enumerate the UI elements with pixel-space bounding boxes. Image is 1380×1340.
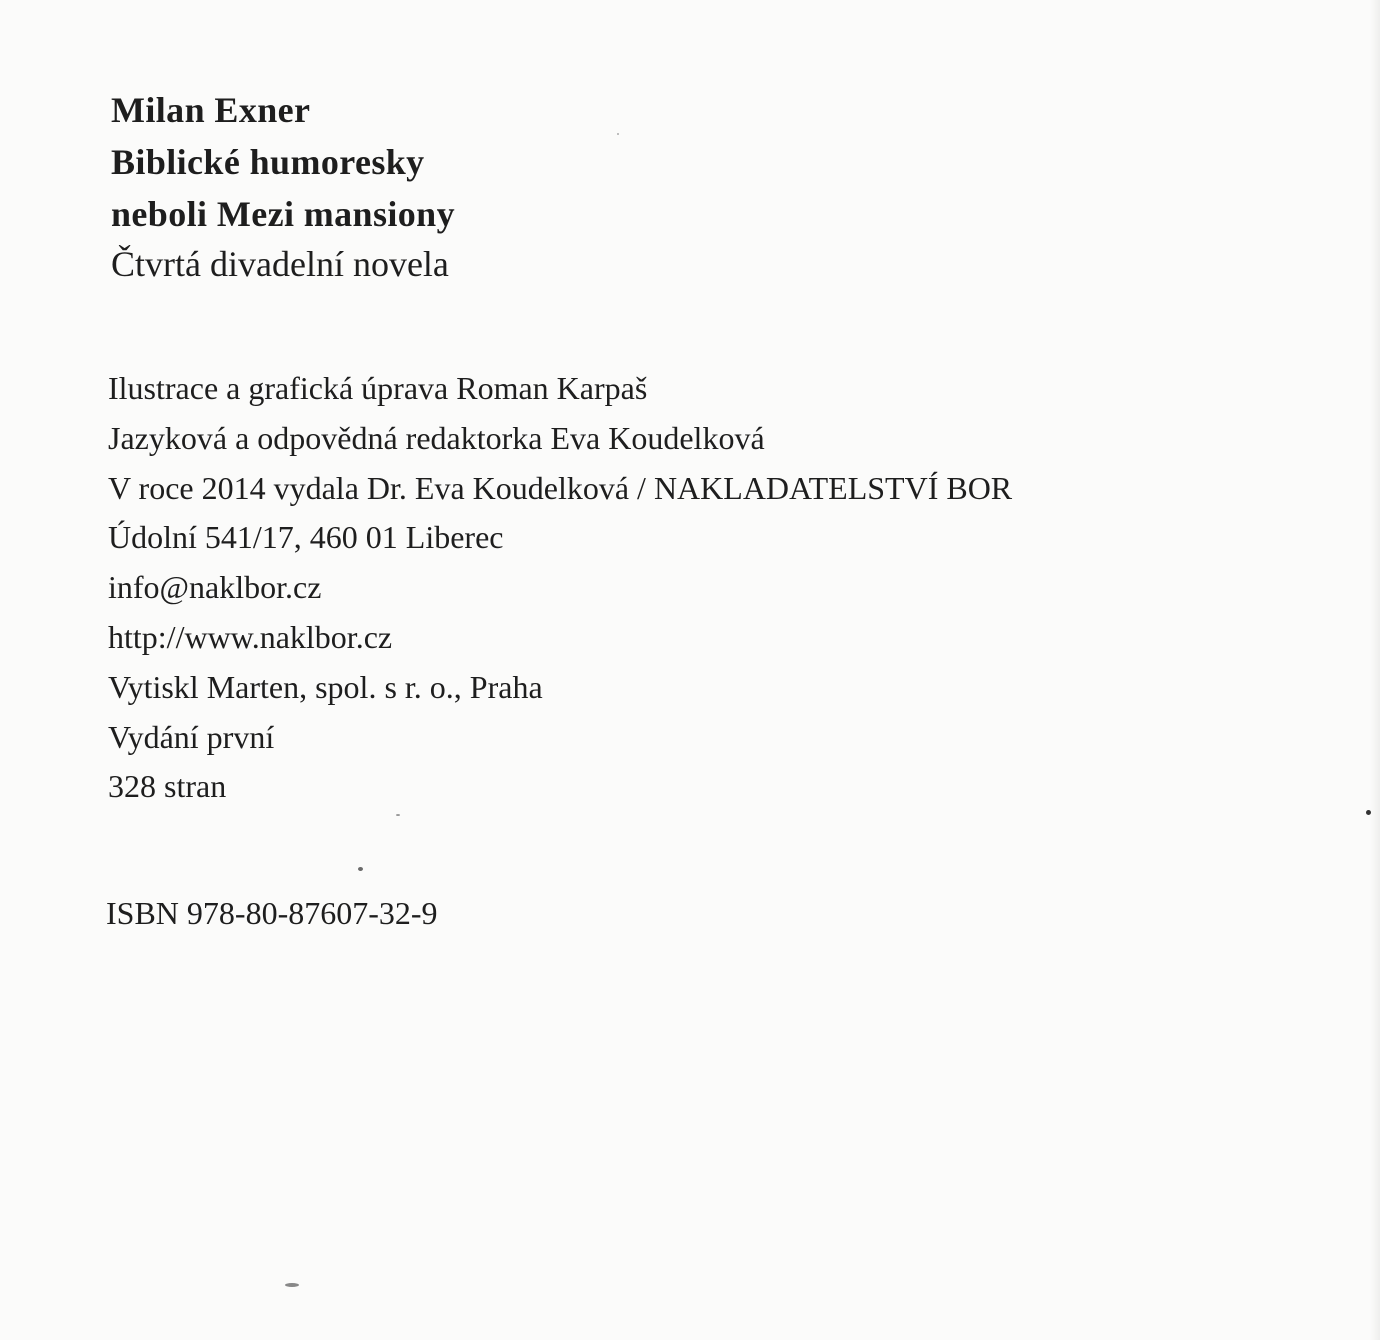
title-block [111, 84, 1011, 290]
scan-speck [396, 814, 400, 816]
book-title-line-2: neboli Mezi mansiony [111, 194, 456, 234]
publisher-line: V roce 2014 vydala Dr. Eva Koudelková / NAKLADATELSTVÍ BOR [108, 469, 1013, 506]
author-name: Milan Exner [111, 90, 311, 130]
scan-speck [285, 1283, 299, 1287]
publisher-website: http://www.naklbor.cz [108, 618, 393, 655]
book-title-line-1: Biblické humoresky [111, 142, 425, 182]
imprint-block [108, 364, 1308, 812]
book-subtitle: Čtvrtá divadelní novela [111, 244, 449, 284]
printer-line: Vytiskl Marten, spol. s r. o., Praha [108, 668, 543, 705]
isbn-number: ISBN 978-80-87607-32-9 [106, 895, 438, 931]
page-edge-shadow [1370, 0, 1380, 1340]
edition-line: Vydání první [108, 718, 275, 755]
scan-speck [358, 867, 363, 871]
editor-credit: Jazyková a odpovědná redaktorka Eva Koudelková [108, 419, 765, 456]
page-count: 328 stran [108, 768, 227, 805]
publisher-address: Údolní 541/17, 460 01 Liberec [108, 519, 504, 556]
publisher-email: info@naklbor.cz [108, 569, 322, 606]
scan-speck [617, 133, 619, 135]
illustration-credit: Ilustrace a grafická úprava Roman Karpaš [108, 370, 648, 406]
